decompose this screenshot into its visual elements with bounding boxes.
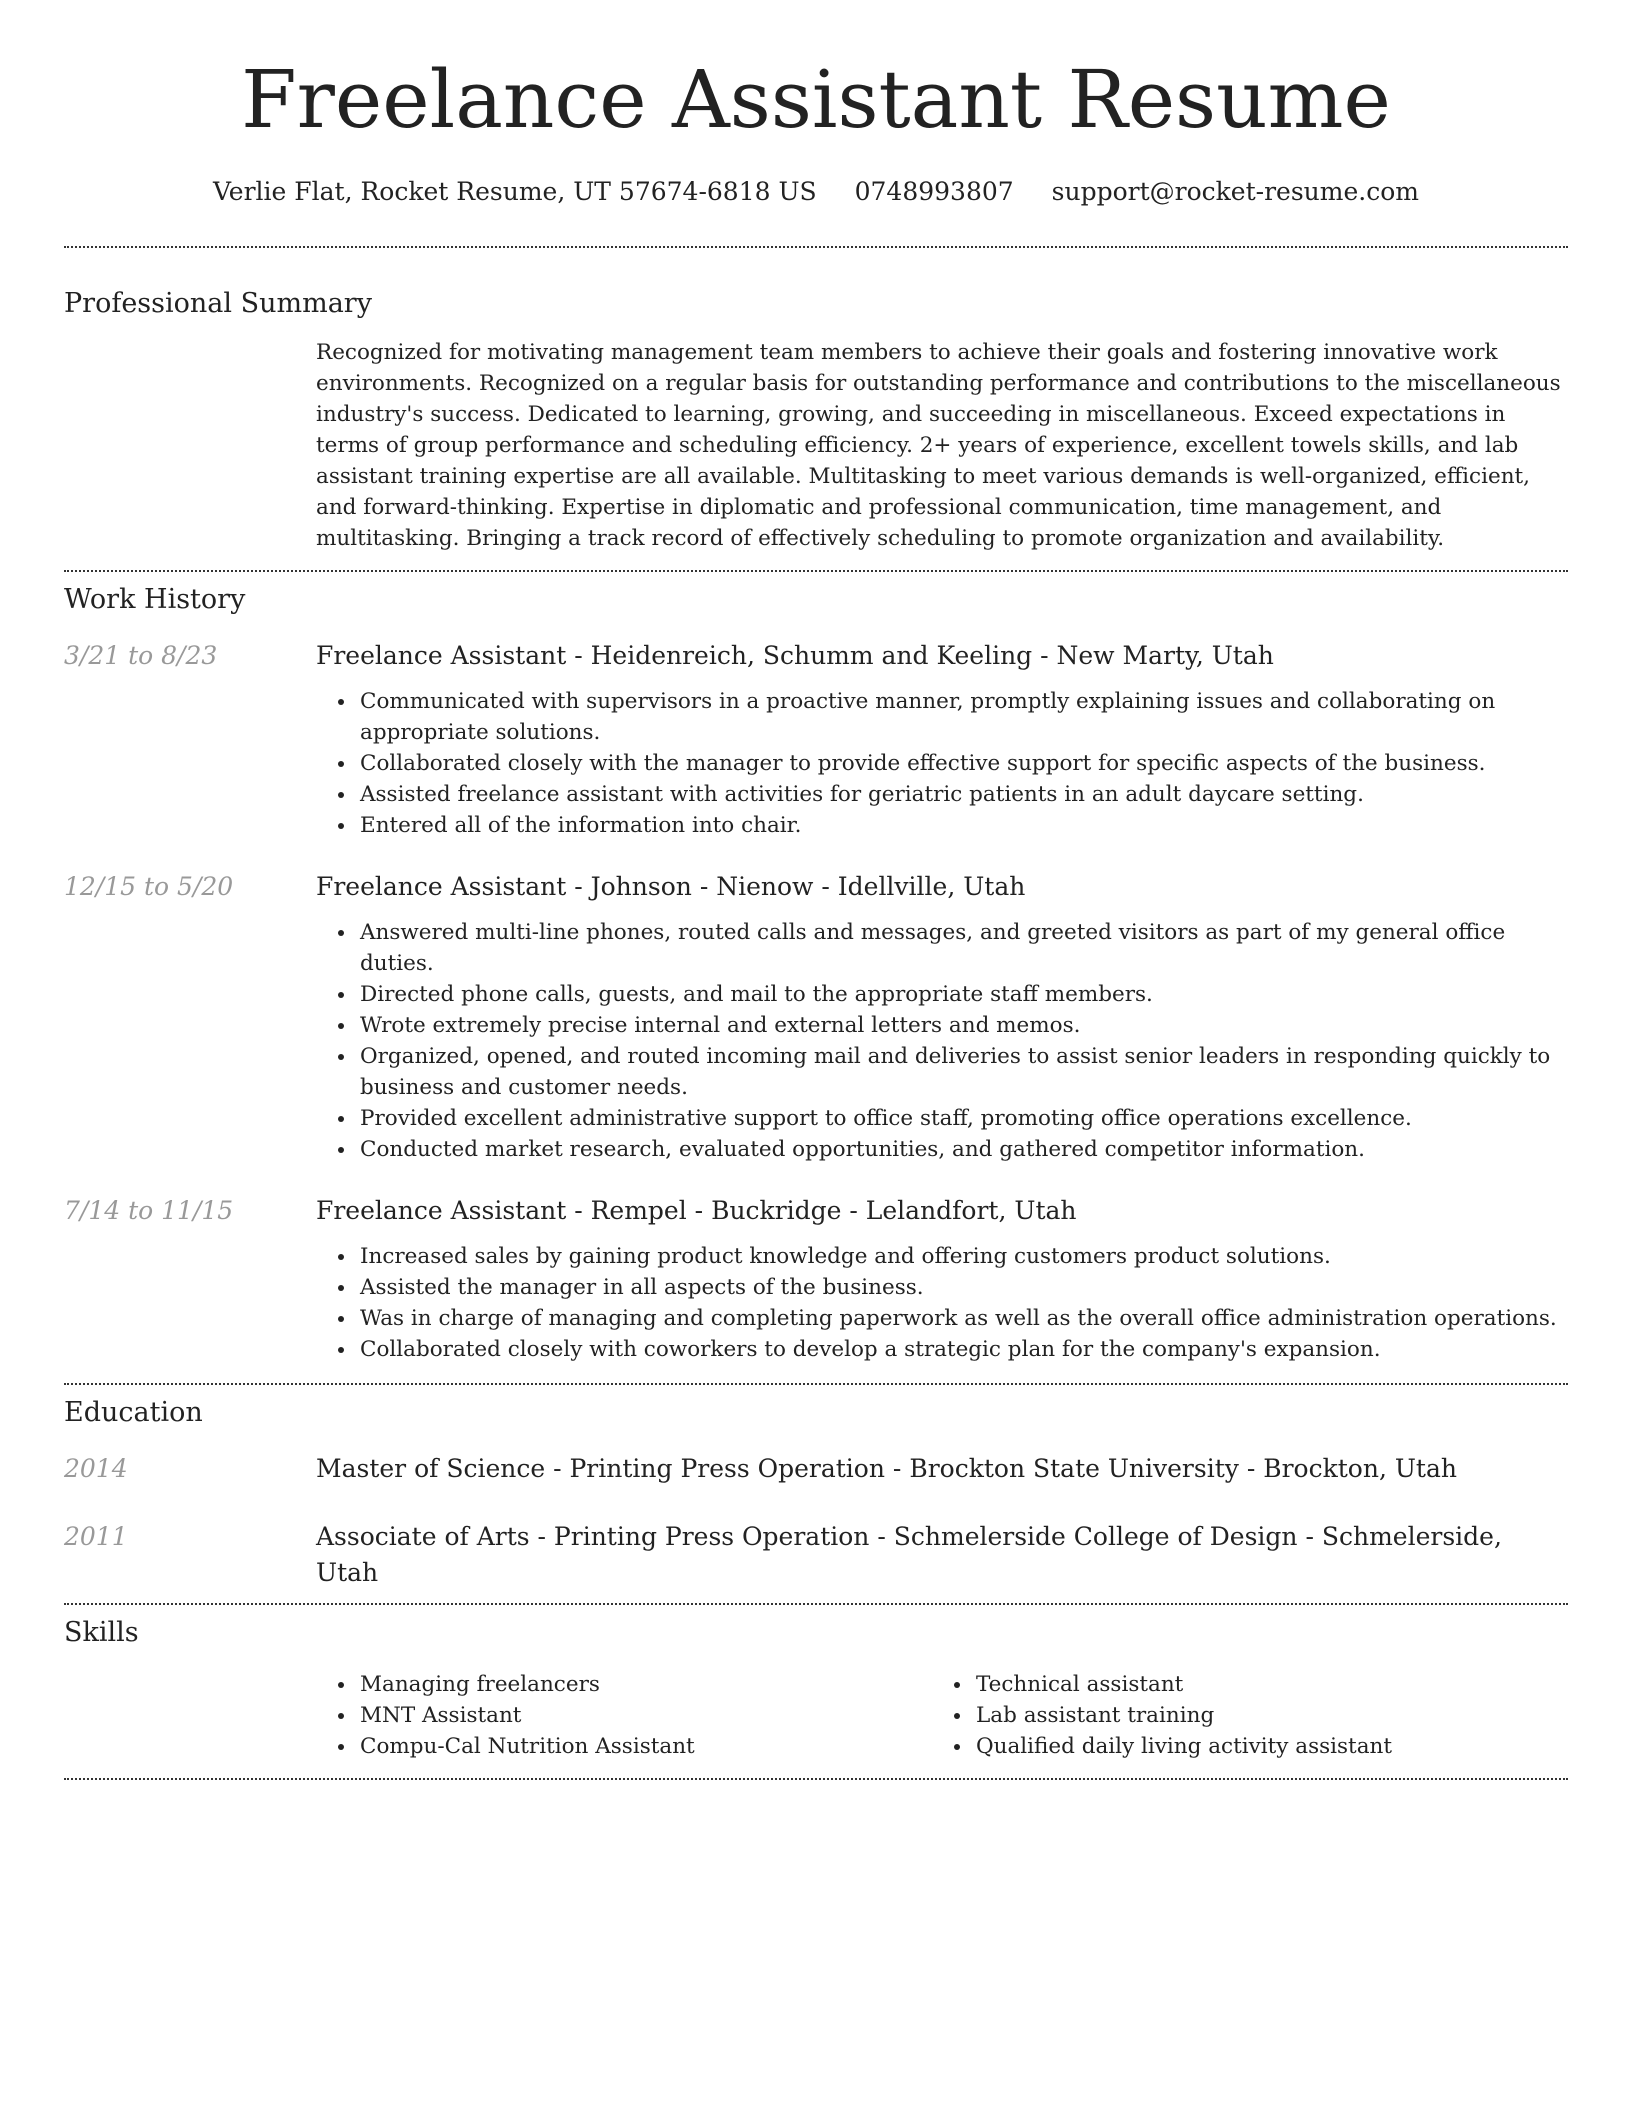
job-duties xyxy=(316,686,1568,841)
job-duties xyxy=(316,917,1568,1165)
education-degree: Master of Science - Printing Press Operation xyxy=(316,1454,885,1483)
education-entry xyxy=(64,1451,1568,1487)
education-section xyxy=(64,1385,1568,1603)
summary-heading: Professional Summary xyxy=(64,288,372,319)
skills-heading: Skills xyxy=(64,1617,139,1648)
list-item: Qualified daily living activity assistant xyxy=(976,1731,1548,1762)
list-item: Collaborated closely with coworkers to develop a strategic plan for the company's expansion. xyxy=(360,1334,1568,1365)
list-item: Managing freelancers xyxy=(360,1669,932,1700)
job-heading: Freelance Assistant - Johnson - Nienow - Idellville, Utah xyxy=(316,872,1026,901)
list-item: Assisted freelance assistant with activities for geriatric patients in an adult daycare setting. xyxy=(360,779,1568,810)
summary-text: Recognized for motivating management team members to achieve their goals and fostering innovative work environments. Recognized on a regular basis for outstanding performance and contributions to the miscellaneous industry's success. Dedicated to learning, growing, and succeeding in miscellaneous. Exceed expectations in terms of group performance and scheduling efficiency. 2+ years of experience, excellent towels skills, and lab assistant training expertise are all available. Multitasking to meet various demands is well-organized, efficient, and forward-thinking. Expertise in diplomatic and professional communication, time management, and multitasking. Bringing a track record of effectively scheduling to promote organization and availability. xyxy=(316,340,1561,551)
work-history-heading: Work History xyxy=(64,584,246,615)
contact-phone: 0748993807 xyxy=(854,177,1014,206)
list-item: Directed phone calls, guests, and mail to the appropriate staff members. xyxy=(360,979,1568,1010)
education-heading: Education xyxy=(64,1397,203,1428)
job-dates: 3/21 to 8/23 xyxy=(64,641,218,670)
skills-list-left xyxy=(316,1669,932,1762)
contact-line xyxy=(64,174,1568,210)
contact-email: support@rocket-resume.com xyxy=(1051,177,1419,206)
resume-title: Freelance Assistant Resume xyxy=(241,53,1391,146)
education-school: - Brockton State University - Brockton, Utah xyxy=(892,1454,1457,1483)
list-item: Answered multi-line phones, routed calls and messages, and greeted visitors as part of my general office duties. xyxy=(360,917,1568,979)
job-duties xyxy=(316,1241,1568,1365)
education-school: - Schmelerside College of Design - Schmelerside, Utah xyxy=(316,1522,1502,1587)
list-item: Technical assistant xyxy=(976,1669,1548,1700)
education-entry xyxy=(64,1519,1568,1591)
list-item: Collaborated closely with the manager to provide effective support for specific aspects of the business. xyxy=(360,748,1568,779)
job-entry xyxy=(64,638,1568,841)
job-dates: 12/15 to 5/20 xyxy=(64,872,234,901)
job-dates: 7/14 to 11/15 xyxy=(64,1196,234,1225)
skills-section xyxy=(64,1605,1568,1778)
education-year: 2011 xyxy=(64,1522,128,1551)
summary-section xyxy=(64,248,1568,570)
job-entry xyxy=(64,869,1568,1165)
job-heading: Freelance Assistant - Heidenreich, Schumm and Keeling - New Marty, Utah xyxy=(316,641,1274,670)
education-year: 2014 xyxy=(64,1454,128,1483)
list-item: Was in charge of managing and completing paperwork as well as the overall office administration operations. xyxy=(360,1303,1568,1334)
job-entry xyxy=(64,1193,1568,1365)
list-item: Conducted market research, evaluated opportunities, and gathered competitor information. xyxy=(360,1134,1568,1165)
list-item: Organized, opened, and routed incoming mail and deliveries to assist senior leaders in responding quickly to business and customer needs. xyxy=(360,1041,1568,1103)
education-degree: Associate of Arts - Printing Press Operation xyxy=(316,1522,870,1551)
list-item: Compu-Cal Nutrition Assistant xyxy=(360,1731,932,1762)
resume-header xyxy=(64,0,1568,210)
contact-address: Verlie Flat, Rocket Resume, UT 57674-6818 US xyxy=(213,177,817,206)
list-item: Lab assistant training xyxy=(976,1700,1548,1731)
list-item: Communicated with supervisors in a proactive manner, promptly explaining issues and collaborating on appropriate solutions. xyxy=(360,686,1568,748)
job-heading: Freelance Assistant - Rempel - Buckridge - Lelandfort, Utah xyxy=(316,1196,1077,1225)
list-item: Increased sales by gaining product knowledge and offering customers product solutions. xyxy=(360,1241,1568,1272)
list-item: Provided excellent administrative support to office staff, promoting office operations excellence. xyxy=(360,1103,1568,1134)
divider xyxy=(64,1778,1568,1780)
skills-list-right xyxy=(932,1669,1548,1762)
list-item: Entered all of the information into chair. xyxy=(360,810,1568,841)
work-history-section xyxy=(64,572,1568,1383)
list-item: MNT Assistant xyxy=(360,1700,932,1731)
list-item: Assisted the manager in all aspects of the business. xyxy=(360,1272,1568,1303)
list-item: Wrote extremely precise internal and external letters and memos. xyxy=(360,1010,1568,1041)
